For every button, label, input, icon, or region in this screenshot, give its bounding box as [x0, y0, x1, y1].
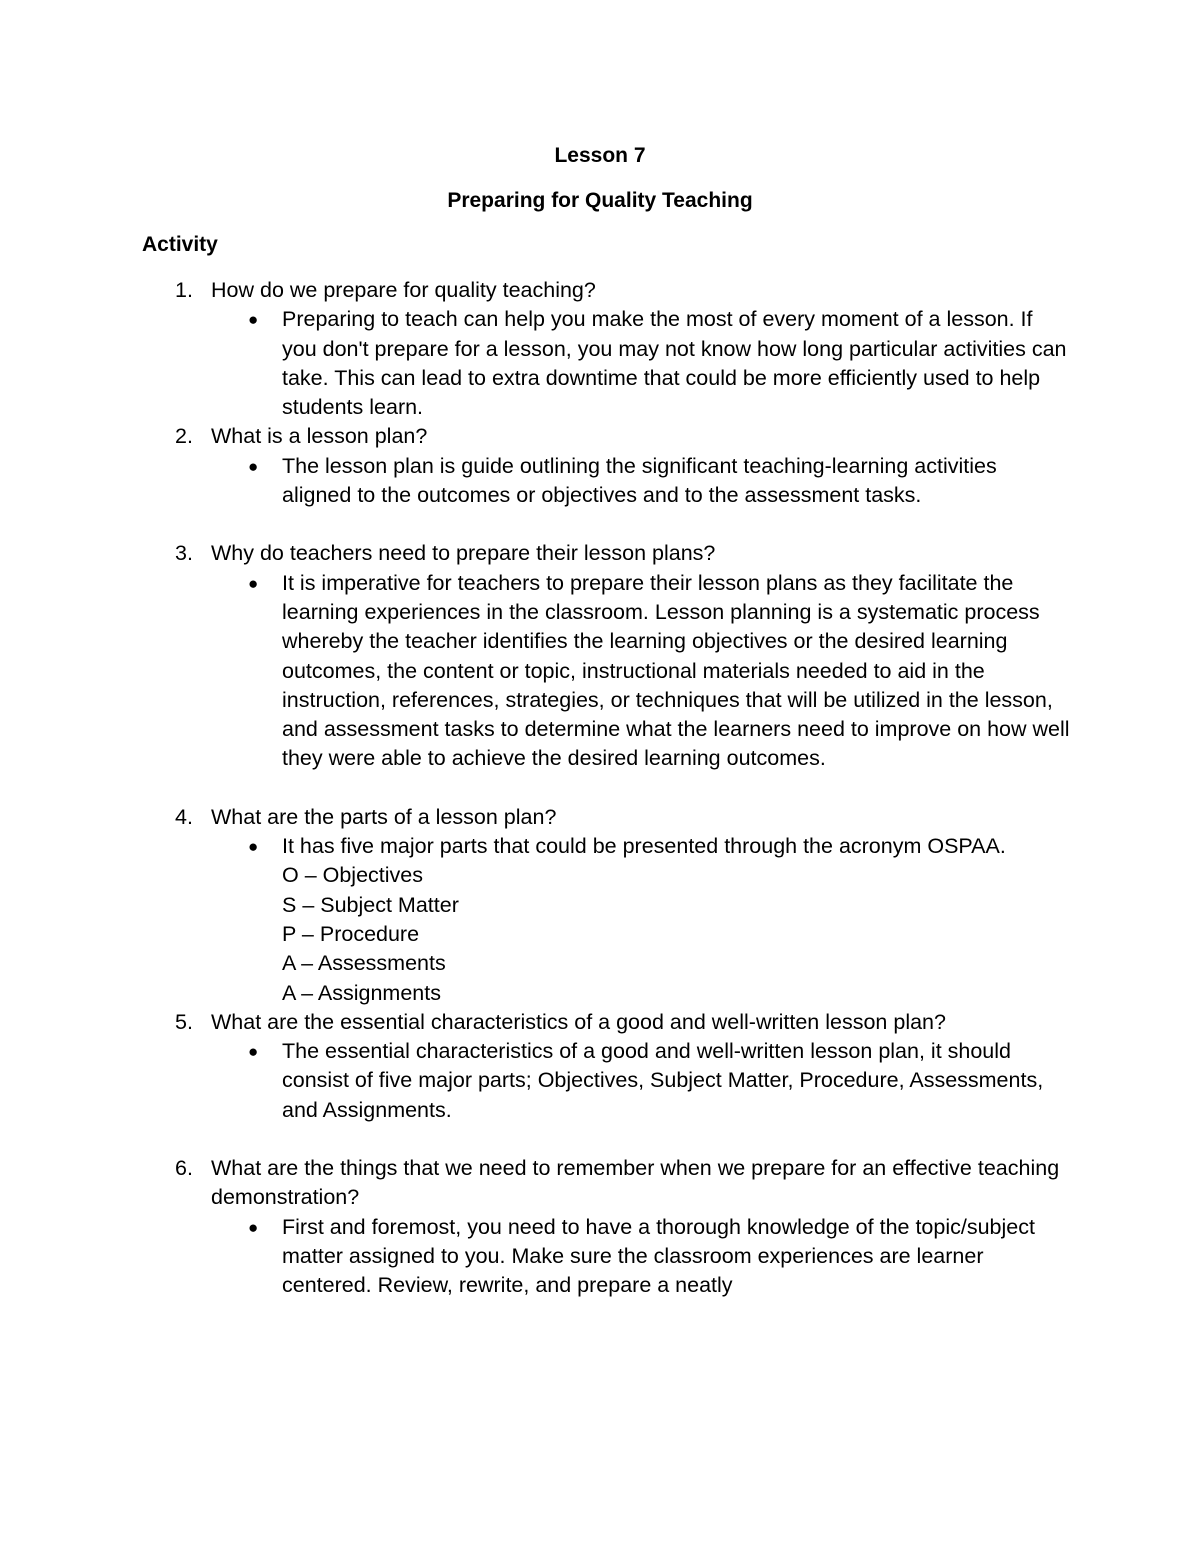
- list-item: [0, 803, 1200, 1008]
- answer-text: First and foremost, you need to have a thorough knowledge of the topic/subject matter assigned to you. Make sure the classroom experiences are learner centered. Review, rewrite, and prepare a neatly: [282, 1214, 1035, 1298]
- question-text: What are the parts of a lesson plan?: [211, 804, 557, 829]
- question-row: [0, 539, 1061, 568]
- question-row: [0, 422, 1061, 451]
- question-text: Why do teachers need to prepare their lesson plans?: [211, 541, 716, 566]
- answer-text: It is imperative for teachers to prepare their lesson plans as they facilitate the learning experiences in the classroom. Lesson planning is a systematic process whereby the teacher identifies the learning objectives or the desired learning outcomes, the content or topic, instructional materials needed to aid in the instruction, references, strategies, or techniques that will be utilized in the lesson, and assessment tasks to determine what the learners need to improve on how well they were able to achieve the desired learning outcomes.: [282, 570, 1070, 771]
- question-row: [0, 803, 1061, 832]
- question-row: [0, 1008, 1061, 1037]
- answer-row: [0, 569, 1072, 774]
- answer-row: [0, 1213, 1072, 1301]
- answer-text: It has five major parts that could be presented through the acronym OSPAA.: [282, 834, 1006, 859]
- answer-text: The lesson plan is guide outlining the significant teaching-learning activities aligned to the outcomes or objectives and to the assessment tasks.: [282, 453, 997, 508]
- list-item: [0, 539, 1200, 773]
- question-number: 3.: [175, 541, 193, 566]
- lesson-title: Lesson 7: [554, 144, 646, 167]
- question-number: 5.: [175, 1009, 193, 1034]
- answer-text: The essential characteristics of a good and well-written lesson plan, it should consist of five major parts; Objectives, Subject Matter, Procedure, Assessments, and Assignments.: [282, 1039, 1044, 1122]
- list-item: [0, 1154, 1200, 1300]
- question-text: What are the essential characteristics of a good and well-written lesson plan?: [211, 1009, 946, 1034]
- bullet-icon: ●: [248, 1217, 259, 1237]
- question-number: 6.: [175, 1156, 193, 1181]
- acronym-part-procedure: P – Procedure: [282, 921, 420, 946]
- acronym-part-assignments: A – Assignments: [282, 980, 441, 1005]
- question-row: [0, 1154, 1061, 1213]
- bullet-icon: ●: [248, 573, 259, 593]
- list-item: [0, 276, 1200, 422]
- question-text: What are the things that we need to remember when we prepare for an effective teaching demonstration?: [211, 1156, 1060, 1210]
- answer-row: [0, 452, 1072, 511]
- acronym-part-objectives: O – Objectives: [282, 863, 423, 888]
- bullet-icon: ●: [248, 1042, 259, 1062]
- answer-row: [0, 1037, 1072, 1125]
- answer-row: [0, 305, 1072, 422]
- acronym-part-assessments: A – Assessments: [282, 951, 446, 976]
- question-row: [0, 276, 1061, 305]
- answer-text: Preparing to teach can help you make the most of every moment of a lesson. If you don't prepare for a lesson, you may not know how long particular activities can take. This can lead to extra downtime that could be more efficiently used to help students learn.: [282, 307, 1067, 420]
- acronym-part-subject-matter: S – Subject Matter: [282, 892, 459, 917]
- activity-heading: Activity: [142, 233, 218, 256]
- question-text: How do we prepare for quality teaching?: [211, 278, 596, 302]
- list-item: [0, 1008, 1200, 1125]
- answer-row: [0, 832, 1072, 1008]
- list-item: [0, 422, 1200, 510]
- question-number: 1.: [175, 278, 193, 302]
- lesson-topic: Preparing for Quality Teaching: [447, 189, 753, 212]
- bullet-icon: ●: [248, 456, 259, 476]
- question-number: 4.: [175, 804, 193, 829]
- bullet-icon: ●: [248, 837, 259, 857]
- question-list: [0, 276, 1200, 1301]
- question-number: 2.: [175, 424, 193, 449]
- question-text: What is a lesson plan?: [211, 424, 428, 449]
- bullet-icon: ●: [248, 310, 259, 330]
